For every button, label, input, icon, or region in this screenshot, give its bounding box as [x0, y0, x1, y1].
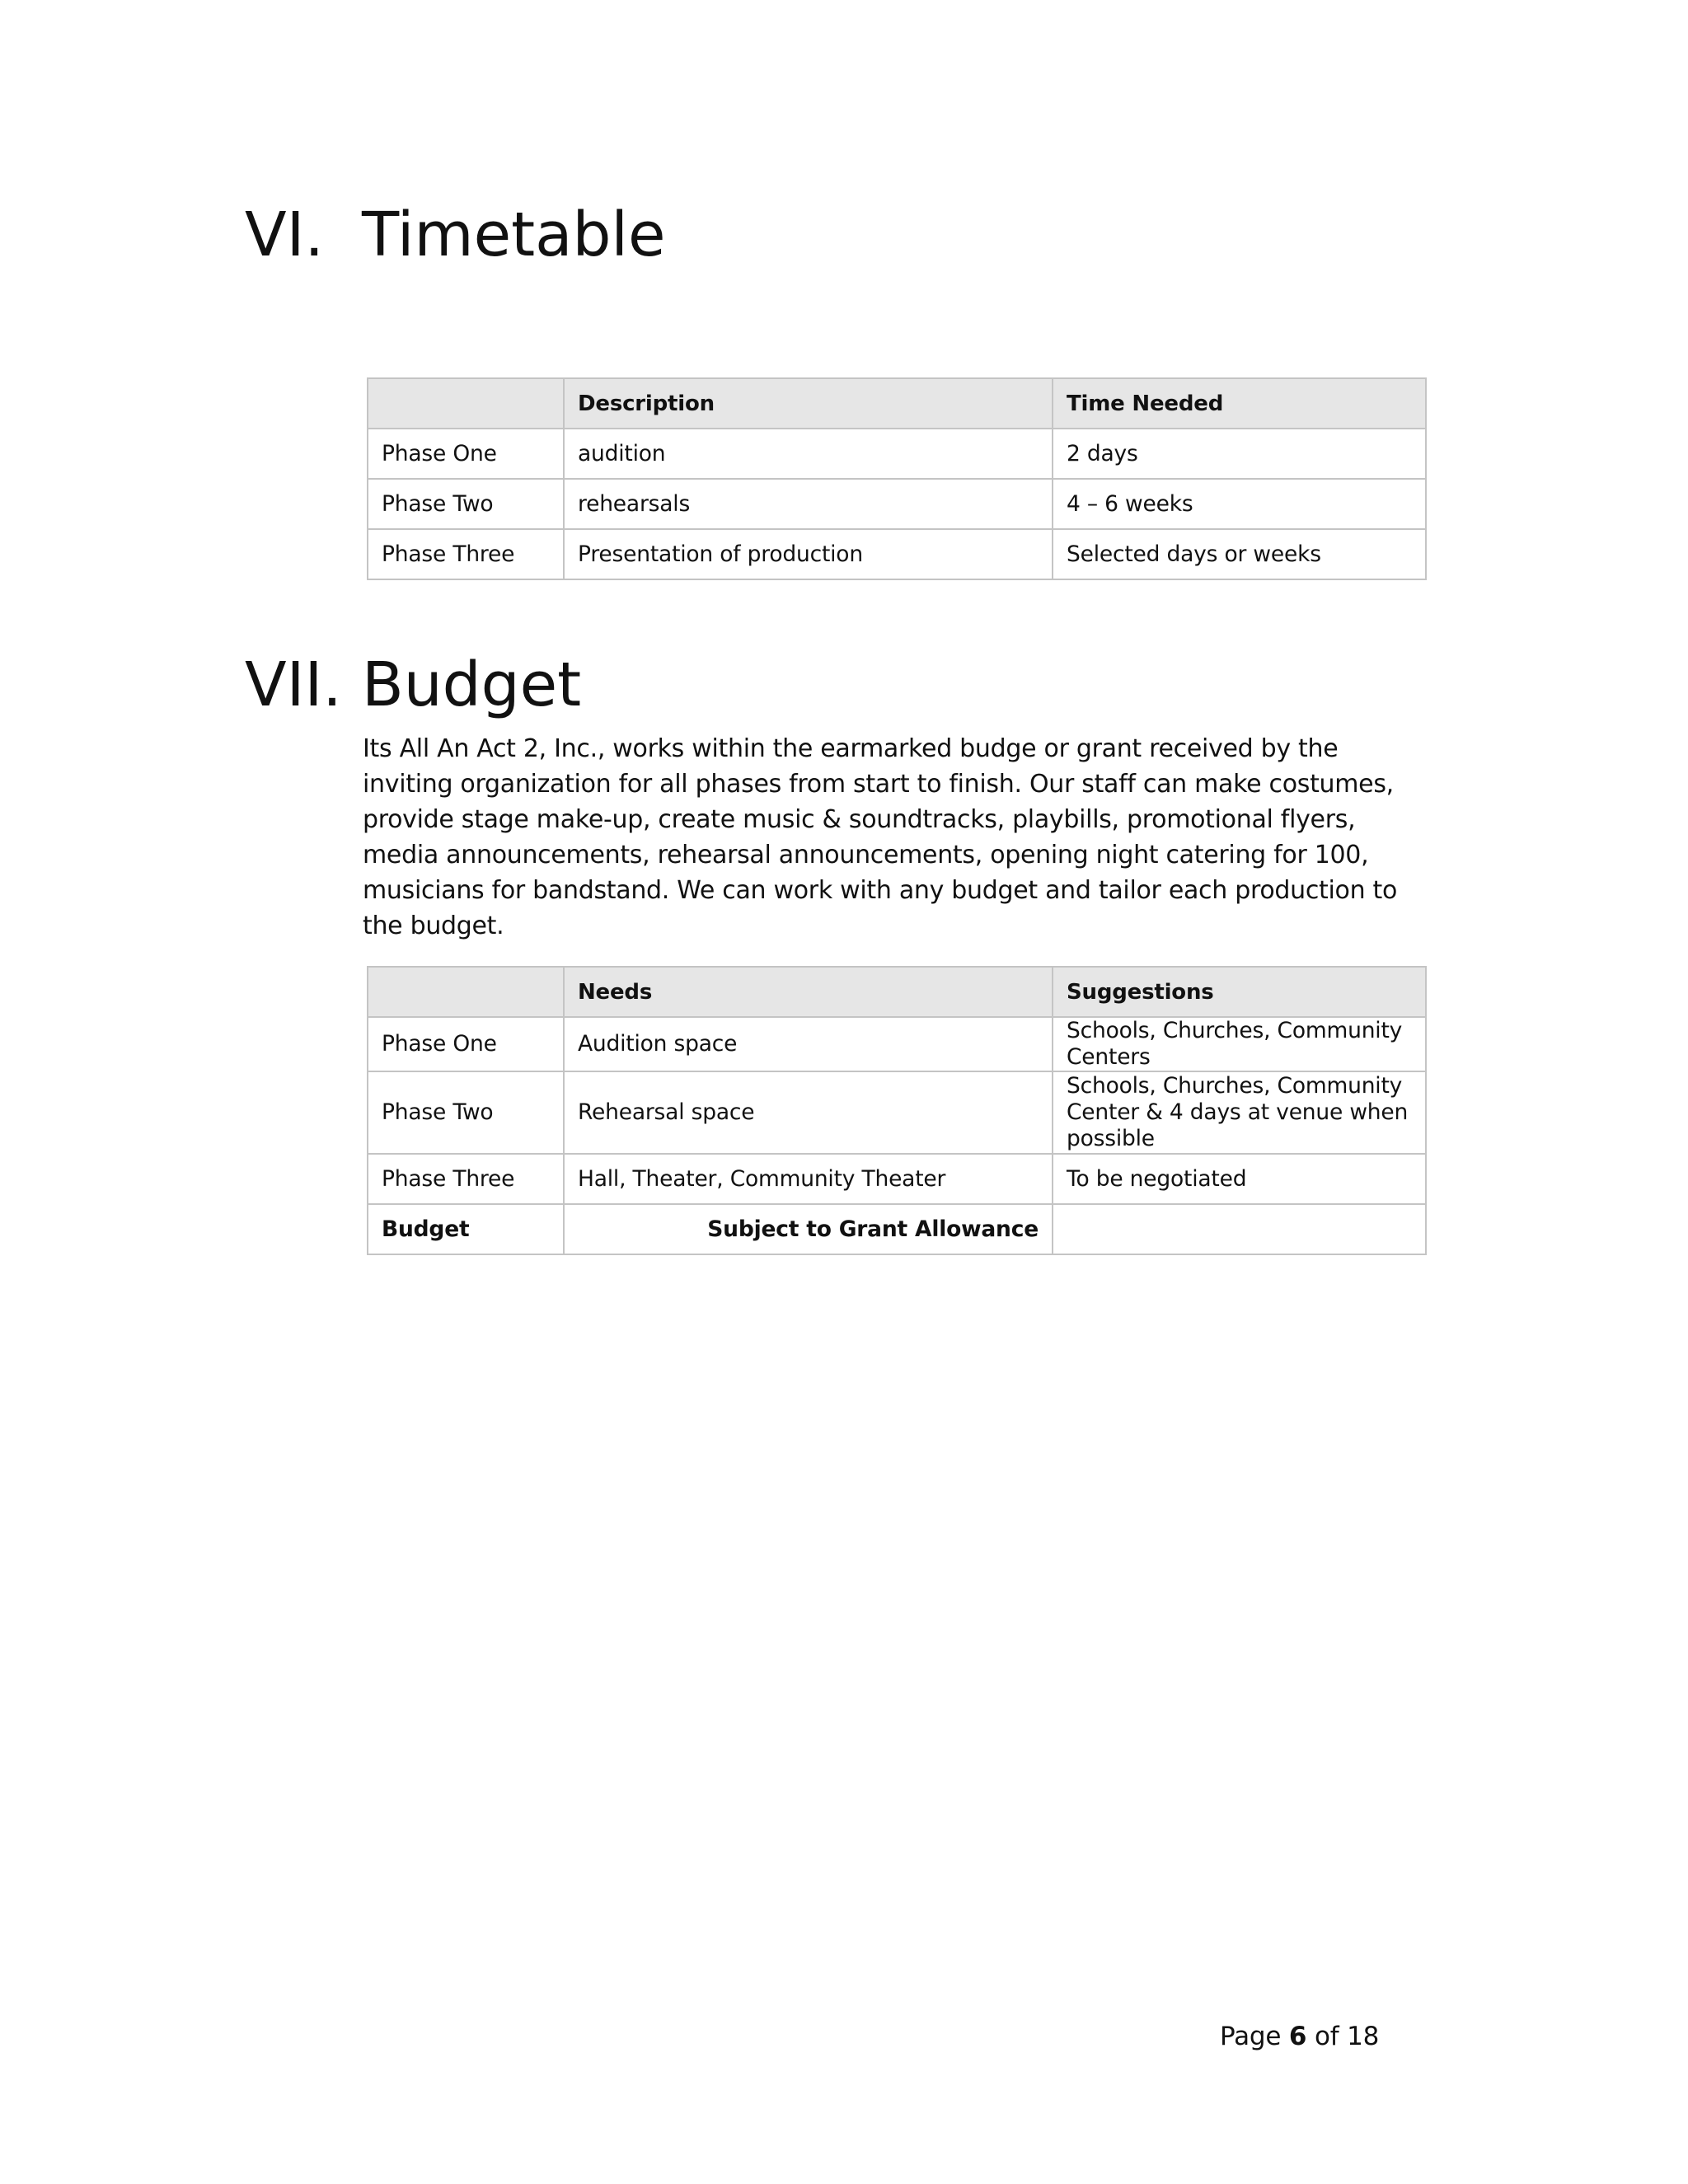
of-label: of — [1314, 2022, 1339, 2051]
section-heading-timetable — [245, 199, 666, 270]
table-header-cell: Time Needed — [1053, 378, 1426, 429]
timetable-table — [367, 377, 1427, 580]
table-cell: 4 – 6 weeks — [1053, 479, 1426, 529]
table-cell: Selected days or weeks — [1053, 529, 1426, 579]
table-row — [368, 529, 1426, 579]
table-cell: Schools, Churches, Community Centers — [1053, 1017, 1426, 1071]
table-cell: Audition space — [564, 1017, 1053, 1071]
table-cell: Presentation of production — [564, 529, 1053, 579]
table-header-cell: Description — [564, 378, 1053, 429]
table-row — [368, 1154, 1426, 1204]
table-cell: Rehearsal space — [564, 1071, 1053, 1154]
table-cell: Phase Three — [368, 529, 564, 579]
table-cell: To be negotiated — [1053, 1154, 1426, 1204]
budget-table — [367, 966, 1427, 1255]
table-cell: Schools, Churches, Community Center & 4 days at venue when possible — [1053, 1071, 1426, 1154]
page-label: Page — [1220, 2022, 1282, 2051]
table-cell: audition — [564, 429, 1053, 479]
table-row — [368, 479, 1426, 529]
table-cell: Phase One — [368, 1017, 564, 1071]
table-header-cell: Needs — [564, 967, 1053, 1017]
table-cell: Phase Two — [368, 479, 564, 529]
table-cell: Phase Three — [368, 1154, 564, 1204]
table-header-cell — [368, 967, 564, 1017]
table-header-cell: Suggestions — [1053, 967, 1426, 1017]
table-row — [368, 429, 1426, 479]
table-row — [368, 1071, 1426, 1154]
table-row — [368, 1017, 1426, 1071]
budget-label-cell: Budget — [368, 1204, 564, 1254]
budget-paragraph: Its All An Act 2, Inc., works within the earmarked budge or grant received by the inviting organization for all phases from start to finish. Our staff can make costumes, provide stage make-up, create music & soundtracks, playbills, promotional flyers, media announcements, rehearsal announcements, opening night catering for 100, musicians for bandstand. We can work with any budget and tailor each production to the budget. — [363, 734, 1398, 940]
table-cell: Phase Two — [368, 1071, 564, 1154]
section-heading-budget — [245, 649, 582, 720]
table-cell: 2 days — [1053, 429, 1426, 479]
section-title: Budget — [362, 649, 582, 720]
table-cell: rehearsals — [564, 479, 1053, 529]
budget-value-cell: Subject to Grant Allowance — [564, 1204, 1053, 1254]
total-pages: 18 — [1347, 2022, 1380, 2051]
section-title: Timetable — [362, 199, 666, 270]
table-cell — [1053, 1204, 1426, 1254]
page-footer — [1220, 2022, 1379, 2051]
page-number: 6 — [1288, 2022, 1307, 2051]
table-cell: Phase One — [368, 429, 564, 479]
table-header-row — [368, 378, 1426, 429]
table-header-cell — [368, 378, 564, 429]
budget-total-row — [368, 1204, 1426, 1254]
table-cell: Hall, Theater, Community Theater — [564, 1154, 1053, 1204]
table-header-row — [368, 967, 1426, 1017]
section-numeral: VI. — [245, 199, 324, 270]
section-numeral: VII. — [245, 649, 342, 720]
